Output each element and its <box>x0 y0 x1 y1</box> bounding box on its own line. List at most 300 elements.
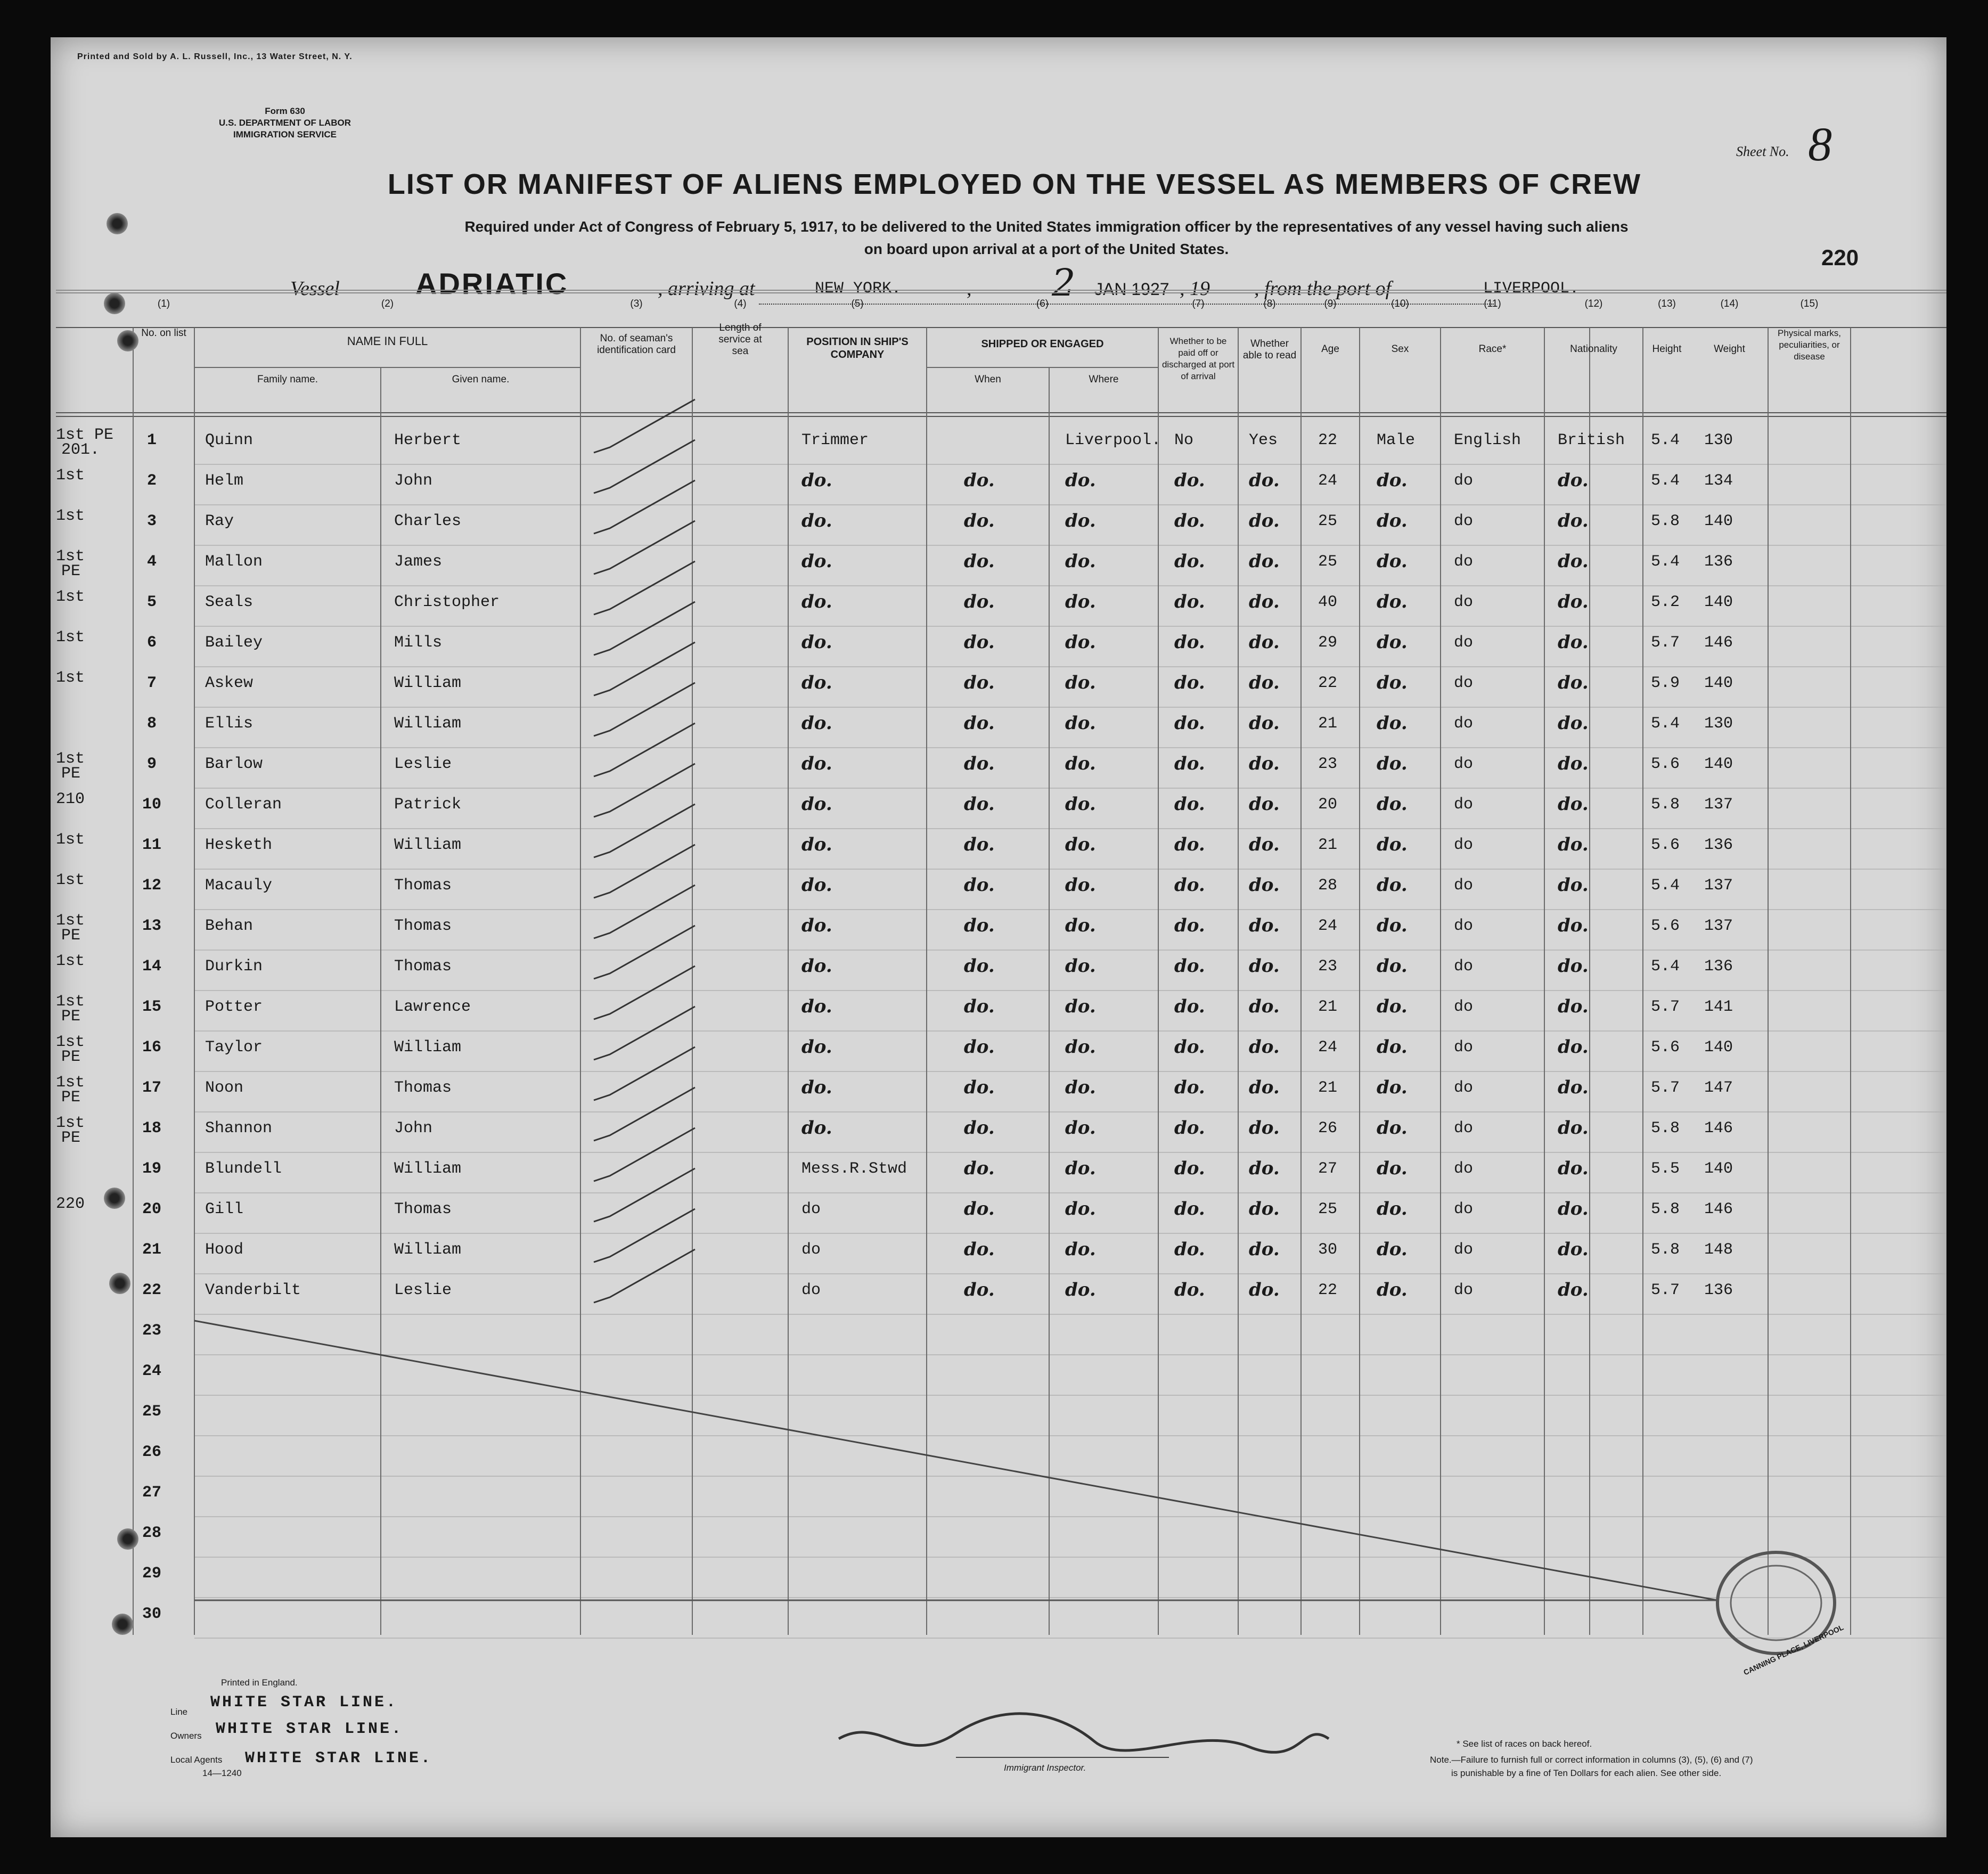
able-read-cell: do. <box>1249 551 1280 572</box>
margin-note-2: PE <box>61 1089 81 1107</box>
col-name-in-full: NAME IN FULL <box>347 334 428 348</box>
height-cell: 5.6 <box>1651 917 1680 935</box>
age-cell: 21 <box>1318 1079 1338 1097</box>
age-cell: 28 <box>1318 877 1338 895</box>
department-name: U.S. DEPARTMENT OF LABOR <box>218 118 351 128</box>
weight-cell: 140 <box>1704 674 1733 692</box>
able-read-cell: do. <box>1249 510 1280 531</box>
where-cell: do. <box>1065 834 1096 855</box>
col-height: Height <box>1652 343 1682 355</box>
where-cell: do. <box>1065 591 1096 612</box>
col-num-8: (8) <box>1263 298 1276 309</box>
arrival-port: NEW YORK. <box>815 280 902 298</box>
col-num-12: (12) <box>1584 298 1603 309</box>
given-name-cell: Thomas <box>394 877 452 895</box>
age-cell: 22 <box>1318 674 1338 692</box>
row-number: 8 <box>146 715 157 733</box>
able-read-cell: do. <box>1249 793 1280 815</box>
where-cell: Liverpool. <box>1065 431 1161 449</box>
punch-hole <box>117 330 138 351</box>
col-num-4: (4) <box>734 298 747 309</box>
race-cell: do <box>1454 472 1474 490</box>
age-cell: 29 <box>1318 634 1338 652</box>
age-cell: 21 <box>1318 715 1338 733</box>
position-cell: do. <box>801 713 832 734</box>
margin-note: 1st PE <box>56 426 114 444</box>
family-name-cell: Hood <box>205 1241 244 1259</box>
paid-off-cell: do. <box>1174 1198 1205 1220</box>
weight-cell: 137 <box>1704 796 1733 814</box>
nationality-cell: do. <box>1558 915 1589 936</box>
margin-note-2: 201. <box>61 441 100 459</box>
when-cell: do. <box>964 1198 995 1220</box>
inspector-label: Immigrant Inspector. <box>1004 1763 1086 1773</box>
position-cell: do. <box>801 591 832 612</box>
given-name-cell: Herbert <box>394 431 462 449</box>
col-num-10: (10) <box>1391 298 1409 309</box>
when-cell: do. <box>964 551 995 572</box>
paid-off-cell: do. <box>1174 672 1205 693</box>
weight-cell: 137 <box>1704 877 1733 895</box>
height-cell: 5.4 <box>1651 553 1680 571</box>
subtitle-line-2: on board upon arrival at a port of the United States. <box>864 241 1229 257</box>
row-number: 22 <box>142 1281 161 1299</box>
paid-off-cell: do. <box>1174 793 1205 815</box>
race-cell: do <box>1454 877 1474 895</box>
sex-cell: do. <box>1377 753 1408 774</box>
weight-cell: 147 <box>1704 1079 1733 1097</box>
margin-note: 1st <box>56 1033 85 1051</box>
margin-note: 1st <box>56 628 85 647</box>
paid-off-cell: do. <box>1174 996 1205 1017</box>
where-cell: do. <box>1065 470 1096 491</box>
height-cell: 5.8 <box>1651 1200 1680 1218</box>
able-read-cell: do. <box>1249 834 1280 855</box>
printed-in: Printed in England. <box>221 1677 298 1688</box>
sex-cell: do. <box>1377 1198 1408 1220</box>
race-cell: do <box>1454 593 1474 611</box>
where-cell: do. <box>1065 874 1096 896</box>
row-number: 3 <box>146 512 157 530</box>
height-cell: 5.6 <box>1651 755 1680 773</box>
position-cell: do. <box>801 874 832 896</box>
subtitle-line-1: Required under Act of Congress of February 5, 1917, to be delivered to the United States immigration officer by the representatives of any vessel having such aliens <box>464 218 1629 235</box>
race-cell: do <box>1454 1038 1474 1057</box>
nationality-cell: British <box>1558 431 1625 449</box>
row-number: 11 <box>142 836 161 854</box>
race-cell: do <box>1454 1241 1474 1259</box>
col-physical: Physical marks, peculiarities, or disease <box>1777 328 1842 362</box>
position-cell: do. <box>801 996 832 1017</box>
family-name-cell: Colleran <box>205 796 282 814</box>
sex-cell: Male <box>1377 431 1416 449</box>
footnote-fine-1: Note.—Failure to furnish full or correct information in columns (3), (5), (6) and (7) <box>1430 1755 1753 1765</box>
height-cell: 5.6 <box>1651 1038 1680 1057</box>
col-family-name: Family name. <box>257 374 318 385</box>
paid-off-cell: do. <box>1174 1239 1205 1260</box>
row-number: 17 <box>142 1079 161 1097</box>
agents-label: Local Agents <box>170 1755 223 1765</box>
able-read-cell: do. <box>1249 713 1280 734</box>
given-name-cell: William <box>394 674 462 692</box>
nationality-cell: do. <box>1558 1077 1589 1098</box>
col-num-3: (3) <box>630 298 643 309</box>
paid-off-cell: do. <box>1174 510 1205 531</box>
where-cell: do. <box>1065 753 1096 774</box>
height-cell: 5.4 <box>1651 431 1680 449</box>
given-name-cell: Thomas <box>394 958 452 976</box>
where-cell: do. <box>1065 510 1096 531</box>
race-cell: do <box>1454 796 1474 814</box>
height-cell: 5.4 <box>1651 958 1680 976</box>
position-cell: do. <box>801 955 832 977</box>
family-name-cell: Quinn <box>205 431 253 449</box>
margin-note: 1st <box>56 1074 85 1092</box>
height-cell: 5.9 <box>1651 674 1680 692</box>
sex-cell: do. <box>1377 1117 1408 1139</box>
row-number: 21 <box>142 1241 161 1259</box>
family-name-cell: Gill <box>205 1200 244 1218</box>
given-name-cell: William <box>394 836 462 854</box>
when-cell: do. <box>964 591 995 612</box>
col-num-15: (15) <box>1800 298 1819 309</box>
nationality-cell: do. <box>1558 1279 1589 1300</box>
able-read-cell: do. <box>1249 470 1280 491</box>
row-number: 14 <box>142 958 161 976</box>
sex-cell: do. <box>1377 793 1408 815</box>
owners-label: Owners <box>170 1731 202 1741</box>
able-read-cell: do. <box>1249 1279 1280 1300</box>
margin-note: 1st <box>56 871 85 889</box>
race-cell: do <box>1454 512 1474 530</box>
sex-cell: do. <box>1377 551 1408 572</box>
position-cell: do. <box>801 1036 832 1058</box>
position-cell: Mess.R.Stwd <box>801 1160 907 1178</box>
punch-hole <box>104 1188 125 1209</box>
where-cell: do. <box>1065 1077 1096 1098</box>
when-cell: do. <box>964 793 995 815</box>
where-cell: do. <box>1065 1279 1096 1300</box>
row-number: 12 <box>142 877 161 895</box>
sheet-number: 8 <box>1808 118 1832 171</box>
given-name-cell: James <box>394 553 443 571</box>
age-cell: 23 <box>1318 958 1338 976</box>
age-cell: 24 <box>1318 472 1338 490</box>
weight-cell: 140 <box>1704 755 1733 773</box>
nationality-cell: do. <box>1558 874 1589 896</box>
line-label: Line <box>170 1707 188 1717</box>
col-able-read: Whether able to read <box>1242 338 1297 361</box>
where-cell: do. <box>1065 1239 1096 1260</box>
given-name-cell: Patrick <box>394 796 462 814</box>
given-name-cell: Leslie <box>394 755 452 773</box>
race-cell: English <box>1454 431 1521 449</box>
weight-cell: 146 <box>1704 634 1733 652</box>
family-name-cell: Noon <box>205 1079 244 1097</box>
where-cell: do. <box>1065 551 1096 572</box>
when-cell: do. <box>964 955 995 977</box>
position-cell: do. <box>801 470 832 491</box>
age-cell: 24 <box>1318 917 1338 935</box>
where-cell: do. <box>1065 1036 1096 1058</box>
position-cell: do. <box>801 1077 832 1098</box>
nationality-cell: do. <box>1558 1239 1589 1260</box>
row-number: 10 <box>142 796 161 814</box>
family-name-cell: Potter <box>205 998 263 1016</box>
age-cell: 22 <box>1318 431 1338 449</box>
given-name-cell: Thomas <box>394 917 452 935</box>
col-num-1: (1) <box>157 298 170 309</box>
margin-note-2: PE <box>61 1048 81 1066</box>
race-cell: do <box>1454 1079 1474 1097</box>
when-cell: do. <box>964 915 995 936</box>
sex-cell: do. <box>1377 1077 1408 1098</box>
age-cell: 21 <box>1318 836 1338 854</box>
col-num-14: (14) <box>1720 298 1739 309</box>
family-name-cell: Ellis <box>205 715 253 733</box>
when-cell: do. <box>964 1279 995 1300</box>
position-cell: do <box>801 1241 821 1259</box>
able-read-cell: do. <box>1249 1158 1280 1179</box>
paid-off-cell: do. <box>1174 915 1205 936</box>
vessel-label: Vessel <box>290 277 340 300</box>
family-name-cell: Blundell <box>205 1160 282 1178</box>
row-number: 18 <box>142 1119 161 1138</box>
empty-row-number: 24 <box>142 1362 161 1380</box>
family-name-cell: Durkin <box>205 958 263 976</box>
line-value: WHITE STAR LINE. <box>210 1693 398 1712</box>
position-cell: do. <box>801 753 832 774</box>
col-sex: Sex <box>1391 343 1409 355</box>
margin-note: 220 <box>56 1195 85 1213</box>
margin-note: 1st <box>56 467 85 485</box>
weight-cell: 136 <box>1704 1281 1733 1299</box>
family-name-cell: Barlow <box>205 755 263 773</box>
margin-note: 1st <box>56 1114 85 1132</box>
given-name-cell: Thomas <box>394 1200 452 1218</box>
when-cell: do. <box>964 672 995 693</box>
weight-cell: 140 <box>1704 1160 1733 1178</box>
margin-note: 1st <box>56 912 85 930</box>
nationality-cell: do. <box>1558 834 1589 855</box>
where-cell: do. <box>1065 713 1096 734</box>
empty-row-number: 25 <box>142 1403 161 1421</box>
col-no-on-list: No. on list <box>141 328 186 339</box>
col-length-service: Length of service at sea <box>718 322 762 357</box>
able-read-cell: do. <box>1249 672 1280 693</box>
height-cell: 5.7 <box>1651 634 1680 652</box>
given-name-cell: Christopher <box>394 593 500 611</box>
height-cell: 5.2 <box>1651 593 1680 611</box>
when-cell: do. <box>964 713 995 734</box>
position-cell: do. <box>801 632 832 653</box>
position-cell: do. <box>801 793 832 815</box>
given-name-cell: Charles <box>394 512 462 530</box>
form-number: Form 630 <box>265 106 305 116</box>
paid-off-cell: do. <box>1174 551 1205 572</box>
empty-row-number: 26 <box>142 1443 161 1461</box>
col-num-5: (5) <box>851 298 864 309</box>
paid-off-cell: do. <box>1174 1279 1205 1300</box>
race-cell: do <box>1454 836 1474 854</box>
height-cell: 5.8 <box>1651 796 1680 814</box>
family-name-cell: Behan <box>205 917 253 935</box>
row-number: 9 <box>146 755 157 773</box>
sex-cell: do. <box>1377 1158 1408 1179</box>
height-cell: 5.4 <box>1651 715 1680 733</box>
position-cell: do <box>801 1200 821 1218</box>
family-name-cell: Mallon <box>205 553 263 571</box>
arrival-date: JAN 1927 <box>1094 280 1169 299</box>
sex-cell: do. <box>1377 510 1408 531</box>
sex-cell: do. <box>1377 955 1408 977</box>
given-name-cell: William <box>394 1038 462 1057</box>
position-cell: do. <box>801 551 832 572</box>
weight-cell: 136 <box>1704 958 1733 976</box>
weight-cell: 136 <box>1704 836 1733 854</box>
margin-note-2: PE <box>61 927 81 945</box>
nationality-cell: do. <box>1558 1198 1589 1220</box>
weight-cell: 146 <box>1704 1119 1733 1138</box>
able-read-cell: do. <box>1249 955 1280 977</box>
position-cell: Trimmer <box>801 431 869 449</box>
sex-cell: do. <box>1377 470 1408 491</box>
col-position: POSITION IN SHIP'S COMPANY <box>806 336 909 361</box>
race-cell: do <box>1454 755 1474 773</box>
family-name-cell: Askew <box>205 674 253 692</box>
height-cell: 5.4 <box>1651 877 1680 895</box>
stamp-text: CANNING PLACE, LIVERPOOL <box>1742 1623 1845 1677</box>
comma: , <box>967 277 972 300</box>
margin-note-2: PE <box>61 765 81 783</box>
empty-row-number: 30 <box>142 1605 161 1623</box>
col-seaman-card: No. of seaman's identification card <box>597 333 676 356</box>
where-cell: do. <box>1065 915 1096 936</box>
page-number-top: 220 <box>1821 245 1859 270</box>
nationality-cell: do. <box>1558 955 1589 977</box>
age-cell: 20 <box>1318 796 1338 814</box>
empty-row-number: 28 <box>142 1524 161 1542</box>
from-label: , from the port of <box>1254 277 1392 300</box>
race-cell: do <box>1454 1200 1474 1218</box>
cancel-line <box>194 1321 1717 1600</box>
page-title: LIST OR MANIFEST OF ALIENS EMPLOYED ON THE VESSEL AS MEMBERS OF CREW <box>387 168 1642 200</box>
weight-cell: 130 <box>1704 431 1733 449</box>
paid-off-cell: do. <box>1174 874 1205 896</box>
where-cell: do. <box>1065 793 1096 815</box>
where-cell: do. <box>1065 1198 1096 1220</box>
paid-off-cell: do. <box>1174 632 1205 653</box>
vessel-name: ADRIATIC <box>415 267 569 300</box>
race-cell: do <box>1454 715 1474 733</box>
col-where: Where <box>1089 374 1119 385</box>
age-cell: 22 <box>1318 1281 1338 1299</box>
weight-cell: 140 <box>1704 512 1733 530</box>
height-cell: 5.7 <box>1651 998 1680 1016</box>
row-number: 19 <box>142 1160 161 1178</box>
weight-cell: 134 <box>1704 472 1733 490</box>
agents-value: WHITE STAR LINE. <box>245 1749 433 1767</box>
age-cell: 24 <box>1318 1038 1338 1057</box>
row-number: 6 <box>146 634 157 652</box>
given-name-cell: John <box>394 1119 433 1138</box>
col-num-2: (2) <box>381 298 394 309</box>
empty-row-number: 23 <box>142 1322 161 1340</box>
nationality-cell: do. <box>1558 672 1589 693</box>
nationality-cell: do. <box>1558 1036 1589 1058</box>
col-shipped: SHIPPED OR ENGAGED <box>981 338 1104 350</box>
when-cell: do. <box>964 470 995 491</box>
age-cell: 26 <box>1318 1119 1338 1138</box>
race-cell: do <box>1454 674 1474 692</box>
nationality-cell: do. <box>1558 551 1589 572</box>
when-cell: do. <box>964 1239 995 1260</box>
printer-credit: Printed and Sold by A. L. Russell, Inc., 13 Water Street, N. Y. <box>77 52 353 61</box>
row-number: 20 <box>142 1200 161 1218</box>
height-cell: 5.7 <box>1651 1281 1680 1299</box>
able-read-cell: do. <box>1249 874 1280 896</box>
where-cell: do. <box>1065 1158 1096 1179</box>
able-read-cell: do. <box>1249 915 1280 936</box>
sex-cell: do. <box>1377 632 1408 653</box>
sex-cell: do. <box>1377 874 1408 896</box>
position-cell: do <box>801 1281 821 1299</box>
margin-note: 1st <box>56 993 85 1011</box>
col-nationality: Nationality <box>1570 343 1617 355</box>
nationality-cell: do. <box>1558 632 1589 653</box>
row-number: 4 <box>146 553 157 571</box>
when-cell: do. <box>964 874 995 896</box>
position-cell: do. <box>801 834 832 855</box>
weight-cell: 130 <box>1704 715 1733 733</box>
age-cell: 27 <box>1318 1160 1338 1178</box>
when-cell: do. <box>964 1158 995 1179</box>
empty-row-number: 27 <box>142 1484 161 1502</box>
height-cell: 5.6 <box>1651 836 1680 854</box>
form-code: 14—1240 <box>202 1768 242 1778</box>
footnote-races: * See list of races on back hereof. <box>1457 1739 1592 1749</box>
handwritten-day: 2 <box>1052 261 1076 305</box>
nationality-cell: do. <box>1558 753 1589 774</box>
where-cell: do. <box>1065 955 1096 977</box>
col-age: Age <box>1321 343 1339 355</box>
family-name-cell: Taylor <box>205 1038 263 1057</box>
family-name-cell: Ray <box>205 512 234 530</box>
col-given-name: Given name. <box>452 374 510 385</box>
position-cell: do. <box>801 510 832 531</box>
margin-note: 1st <box>56 547 85 566</box>
manifest-sheet <box>51 37 1946 1837</box>
able-read-cell: Yes <box>1249 431 1278 449</box>
age-cell: 23 <box>1318 755 1338 773</box>
when-cell: do. <box>964 1117 995 1139</box>
race-cell: do <box>1454 634 1474 652</box>
race-cell: do <box>1454 1160 1474 1178</box>
where-cell: do. <box>1065 1117 1096 1139</box>
weight-cell: 148 <box>1704 1241 1733 1259</box>
sex-cell: do. <box>1377 1239 1408 1260</box>
departure-port: LIVERPOOL. <box>1483 280 1580 298</box>
able-read-cell: do. <box>1249 1239 1280 1260</box>
when-cell: do. <box>964 834 995 855</box>
punch-hole <box>104 293 125 314</box>
when-cell: do. <box>964 1036 995 1058</box>
margin-note: 1st <box>56 952 85 970</box>
given-name-cell: William <box>394 1160 462 1178</box>
height-cell: 5.8 <box>1651 512 1680 530</box>
able-read-cell: do. <box>1249 996 1280 1017</box>
position-cell: do. <box>801 915 832 936</box>
